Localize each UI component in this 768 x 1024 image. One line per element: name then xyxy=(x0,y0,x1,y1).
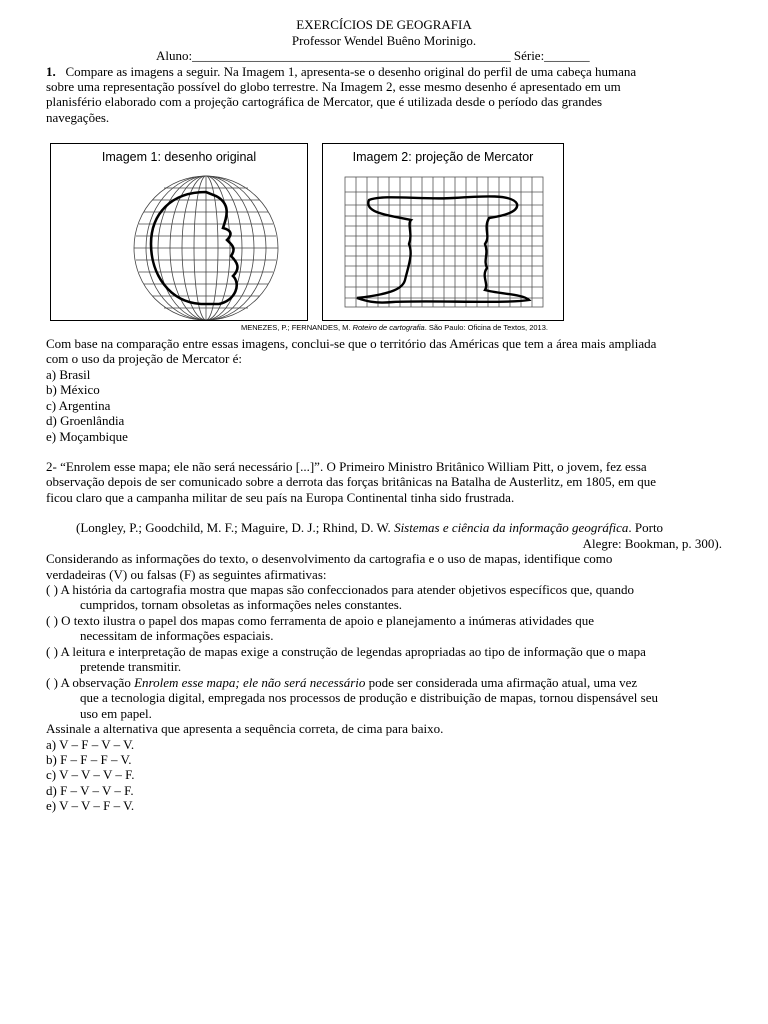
q2-option-a: a) V – F – V – V. xyxy=(46,737,135,752)
q1-line-4: navegações. xyxy=(46,110,110,125)
q1-option-c: c) Argentina xyxy=(46,398,111,413)
q1-number: 1. xyxy=(46,64,56,79)
q2-reference-2: Alegre: Bookman, p. 300). xyxy=(582,536,722,551)
q2-instruction-2: verdadeiras (V) ou falsas (F) as seguintes afirmativas: xyxy=(46,567,327,582)
statement-3-line-1: ( ) A leitura e interpretação de mapas exige a construção de legendas apropriadas ao tipo de informação que o mapa xyxy=(46,644,646,659)
statement-4-line-2: que a tecnologia digital, empregada nos processos de produção e distribuição de mapas, tornou dispensável seu xyxy=(80,690,658,705)
statement-4-line-1 xyxy=(46,675,637,690)
caption-authors: MENEZES, P.; FERNANDES, M. xyxy=(241,323,353,332)
statement-3-line-2: pretende transmitir. xyxy=(80,659,182,674)
ref-book: Sistemas e ciência da informação geográfica xyxy=(394,520,629,535)
statement-4-line-3: uso em papel. xyxy=(80,706,152,721)
globe-drawing xyxy=(51,144,307,320)
figure-caption xyxy=(241,323,548,332)
statement-2-line-1: ( ) O texto ilustra o papel dos mapas como ferramenta de apoio e planejamento a inúmeras atividades que xyxy=(46,613,594,628)
statement-2-line-2: necessitam de informações espaciais. xyxy=(80,628,274,643)
q1-option-e: e) Moçambique xyxy=(46,429,128,444)
doc-title: EXERCÍCIOS DE GEOGRAFIA xyxy=(296,17,472,32)
image2-figure xyxy=(322,143,564,321)
ref-city: . Porto xyxy=(628,520,664,535)
q2-option-e: e) V – V – F – V. xyxy=(46,798,135,813)
q1-prompt-1: Com base na comparação entre essas imagens, conclui-se que o território das Américas que tem a área mais ampliada xyxy=(46,336,657,351)
statement-1-line-2: cumpridos, tornam obsoletas as informações neles constantes. xyxy=(80,597,403,612)
caption-publisher: . São Paulo: Oficina de Textos, 2013. xyxy=(424,323,548,332)
q1-line-1 xyxy=(46,64,636,79)
q2-intro-2: observação depois de ser comunicado sobre a derrota das forças britânicas na Batalha de Austerlitz, em 1805, em que xyxy=(46,474,657,489)
image1-title: Imagem 1: desenho original xyxy=(101,150,257,164)
professor-name: Professor Wendel Buêno Morinigo. xyxy=(291,33,477,48)
q2-intro-1: 2- “Enrolem esse mapa; ele não será necessário [...]”. O Primeiro Ministro Britânico William Pitt, o jovem, fez essa xyxy=(46,459,647,474)
q2-ask: Assinale a alternativa que apresenta a sequência correta, de cima para baixo. xyxy=(46,721,444,736)
q2-instruction-1: Considerando as informações do texto, o desenvolvimento da cartografia e o uso de mapas, identifique como xyxy=(46,551,613,566)
q2-option-b: b) F – F – F – V. xyxy=(46,752,132,767)
q2-reference-1 xyxy=(76,520,663,535)
q2-intro-3: ficou claro que a campanha militar de seu país na Europa Continental tinha sido frustrada. xyxy=(46,490,515,505)
q1-prompt-2: com o uso da projeção de Mercator é: xyxy=(46,351,243,366)
q2-option-c: c) V – V – V – F. xyxy=(46,767,135,782)
statement-1-line-1: ( ) A história da cartografia mostra que mapas são confeccionados para atender objetivos específicos que, quando xyxy=(46,582,635,597)
statement-4-end: pode ser considerada uma afirmação atual, uma vez xyxy=(365,675,638,690)
q1-option-b: b) México xyxy=(46,382,100,397)
caption-book: Roteiro de cartografia xyxy=(352,323,425,332)
image2-title: Imagem 2: projeção de Mercator xyxy=(352,150,534,164)
mercator-drawing xyxy=(323,144,563,320)
q1-option-a: a) Brasil xyxy=(46,367,91,382)
statement-4-start: ( ) A observação xyxy=(46,675,135,690)
q1-option-d: d) Groenlândia xyxy=(46,413,125,428)
q1-line-2: sobre uma representação possível do globo terrestre. Na Imagem 2, esse mesmo desenho é apresentado em um xyxy=(46,79,621,94)
statement-4-quote: Enrolem esse mapa; ele não será necessário xyxy=(134,675,366,690)
image1-figure xyxy=(50,143,308,321)
ref-authors: (Longley, P.; Goodchild, M. F.; Maguire, D. J.; Rhind, D. W. xyxy=(76,520,395,535)
q1-line-3: planisfério elaborado com a projeção cartográfica de Mercator, que é utilizada desde o período das grandes xyxy=(46,94,603,109)
q1-text-1: Compare as imagens a seguir. Na Imagem 1, apresenta-se o desenho original do perfil de uma cabeça humana xyxy=(65,64,637,79)
q2-option-d: d) F – V – V – F. xyxy=(46,783,134,798)
student-line: Aluno:_________________________________________________ Série:_______ xyxy=(156,48,590,63)
